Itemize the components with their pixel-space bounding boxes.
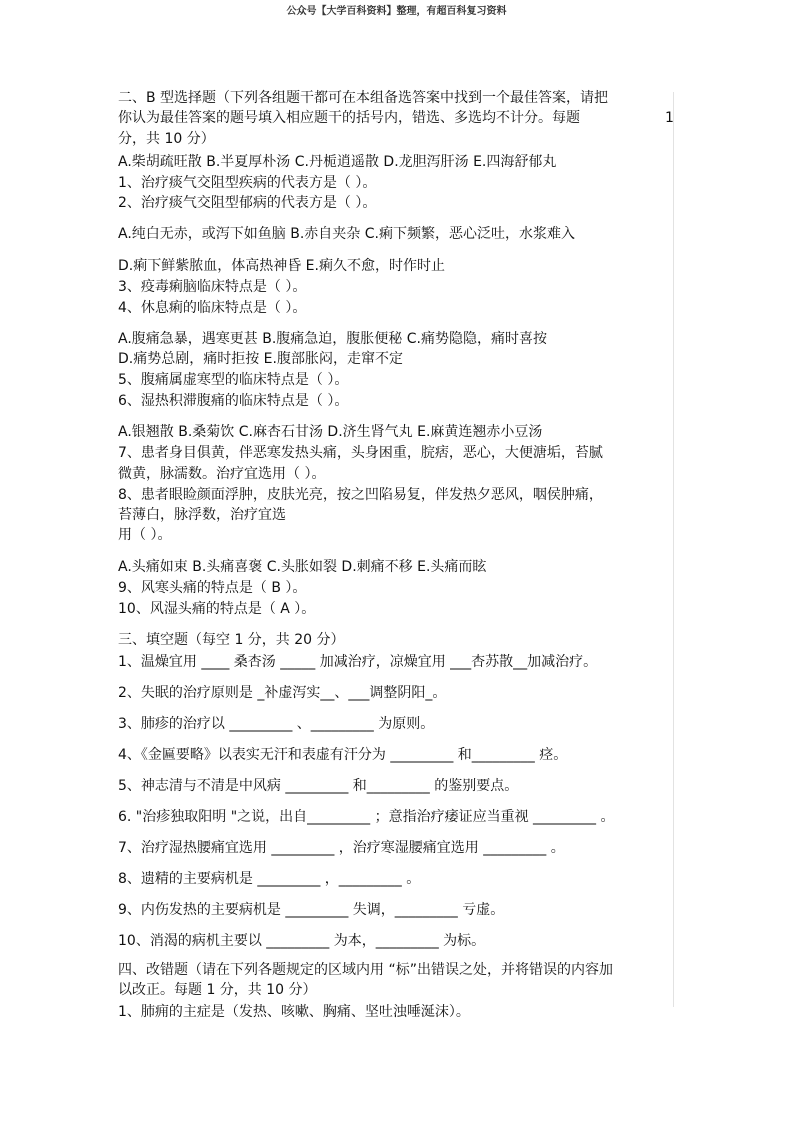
- text-line: 以改正。每题 1 分，共 10 分）: [118, 982, 317, 998]
- text-line: 2、治疗痰气交阻型郁病的代表方是（ ）。: [118, 195, 377, 211]
- text-line: 3、疫毒痢脑临床特点是（ ）。: [118, 279, 307, 295]
- text-line: A.纯白无赤，或泻下如鱼脑 B.赤自夹杂 C.痢下频繁，恶心泛吐，水浆难入: [118, 226, 575, 242]
- text-line: 1、温燥宜用 ____ 桑杏汤 _____ 加减治疗，凉燥宜用 ___杏苏散__加减治疗。: [118, 654, 598, 670]
- text-line: 8、遗精的主要病机是 _________ ，_________ 。: [118, 871, 421, 887]
- text-line: 4、《金匾要略》以表实无汗和表虚有汗分为 _________ 和_________ 痉。: [118, 747, 568, 763]
- text-line: 苔薄白，脉浮数，治疗宜选: [118, 507, 286, 523]
- text-line: 1、治疗痰气交阻型疾病的代表方是（ ）。: [118, 175, 377, 191]
- text-line: 二、B 型选择题（下列各组题干都可在本组备选答案中找到一个最佳答案，请把: [118, 90, 609, 106]
- text-line: 6. "治疹独取阳明 "之说，出自_________ ；意指治疗痿证应当重视 _________ 。: [118, 809, 615, 825]
- text-line: 2、失眠的治疗原则是 _补虚泻实__、___调整阴阳_。: [118, 685, 447, 701]
- text-line: 7、治疗湿热腰痛宜选用 _________ ，治疗寒湿腰痛宜选用 _________ 。: [118, 840, 565, 856]
- text-line: A.柴胡疏旺散 B.半夏厚朴汤 C.丹栀逍遥散 D.龙胆泻肝汤 E.四海舒郁丸: [118, 154, 557, 170]
- text-line: 3、肺疹的治疗以 _________ 、_________ 为原则。: [118, 716, 435, 732]
- page-header: 公众号【大学百科资料】整理，有超百科复习资料: [286, 6, 507, 17]
- text-line: 8、患者眼睑颜面浮肿，皮肤光亮，按之凹陷易复，伴发热夕恶风，咽侯肿痛，: [118, 487, 603, 503]
- text-line: 7、患者身目俱黄，伴恶寒发热头痛，头身困重，脘痞，恶心，大便溏垢，苔腻: [118, 445, 603, 461]
- section-heading: 四、改错题（请在下列各题规定的区域内用 “标”出错误之处，并将错误的内容加: [118, 962, 613, 978]
- text-line: 5、神志清与不清是中风病 _________ 和_________ 的鉴别要点。: [118, 778, 519, 794]
- text-line: 用（ ）。: [118, 527, 172, 543]
- text-line: 10、风湿头痛的特点是（ A ）。: [118, 601, 316, 617]
- text-line: 9、风寒头痛的特点是（ B ）。: [118, 580, 307, 596]
- text-line: 4、休息痢的临床特点是（ ）。: [118, 300, 307, 316]
- side-number: 1: [665, 110, 674, 126]
- text-line: D.痛势总剧，痛时拒按 E.腹部胀闷，走窜不定: [118, 351, 403, 367]
- text-line: 1、肺痈的主症是（发热、咳嗽、胸痛、坚吐浊唾涎沫）。: [118, 1004, 470, 1020]
- text-line: 分，共 10 分）: [118, 131, 215, 147]
- section-heading: 三、填空题（每空 1 分，共 20 分）: [118, 632, 345, 648]
- text-line: A.头痛如束 B.头痛喜褒 C.头胀如裂 D.刺痛不移 E.头痛而眩: [118, 559, 487, 575]
- margin-line: [673, 92, 674, 1007]
- text-line: 6、湿热积滞腹痛的临床特点是（ ）。: [118, 393, 349, 409]
- text-line: 你认为最佳答案的题号填入相应题干的括号内，错选、多选均不计分。每题: [118, 110, 580, 126]
- text-line: 5、腹痛属虚寒型的临床特点是（ ）。: [118, 372, 349, 388]
- text-line: 9、内伤发热的主要病机是 _________ 失调，_________ 亏虚。: [118, 902, 505, 918]
- text-line: 10、消渴的病机主要以 _________ 为本，_________ 为标。: [118, 933, 486, 949]
- text-line: 微黄，脉濡数。治疗宜选用（ ）。: [118, 466, 326, 482]
- text-line: A.银翘散 B.桑菊饮 C.麻杏石甘汤 D.济生肾气丸 E.麻黄连翘赤小豆汤: [118, 424, 543, 440]
- text-line: A.腹痛急暴，遇寒更甚 B.腹痛急迫，腹胀便秘 C.痛势隐隐，痛时喜按: [118, 331, 547, 347]
- text-line: D.痢下鲜紫脓血，体高热神昏 E.痢久不愈，时作时止: [118, 258, 445, 274]
